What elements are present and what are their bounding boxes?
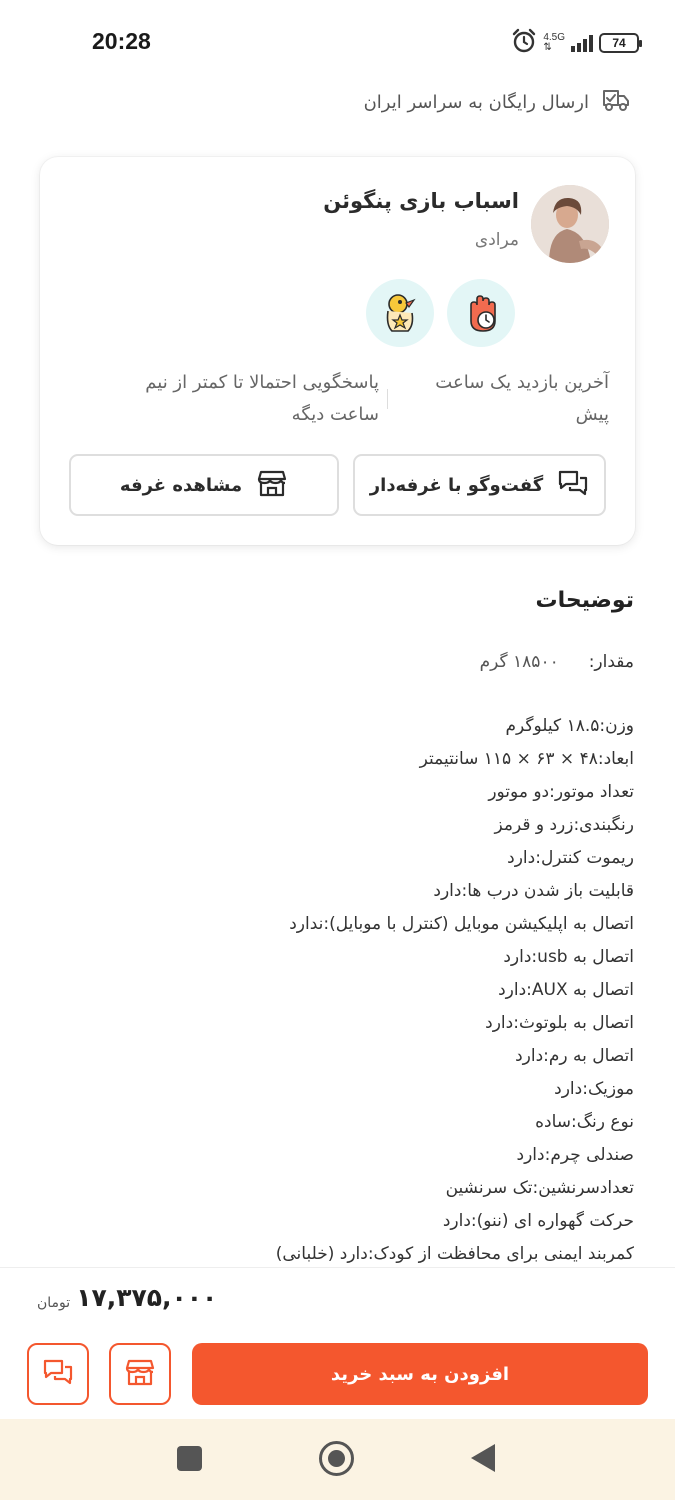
spec-line: کمربند ایمنی برای محافظت از کودک:دارد (خلبانی) (275, 1244, 634, 1264)
back-icon[interactable] (471, 1444, 495, 1472)
spec-line: موزیک:دارد (554, 1079, 634, 1099)
truck-icon (601, 86, 631, 118)
alarm-icon (511, 28, 537, 58)
status-time: 20:28 (92, 28, 151, 54)
chat-button[interactable] (27, 1343, 89, 1405)
status-icons (511, 28, 639, 58)
last-visit-info: آخرین بازدید یک ساعت پیش (435, 372, 609, 425)
view-shop-button[interactable] (69, 454, 339, 516)
spec-line: تعداد موتور:دو موتور (488, 782, 634, 802)
quantity-row (480, 652, 634, 672)
home-icon[interactable] (319, 1441, 354, 1476)
description-title: توضیحات (535, 588, 634, 613)
spec-line: نوع رنگ:ساده (535, 1112, 634, 1132)
shop-avatar[interactable] (531, 185, 609, 263)
free-shipping-text: ارسال رایگان به سراسر ایران (363, 91, 589, 113)
price (37, 1283, 217, 1312)
response-time-info: پاسخگویی احتمالا تا کمتر از نیم ساعت دیگه (145, 372, 379, 425)
price-currency: تومان (37, 1295, 71, 1311)
spec-line: رنگبندی:زرد و قرمز (494, 815, 634, 835)
spec-line: تعدادسرنشین:تک سرنشین (445, 1178, 634, 1198)
spec-line: اتصال به بلوتوث:دارد (485, 1013, 634, 1033)
shop-name[interactable]: اسباب بازی پنگوئن (323, 189, 519, 213)
spec-line: وزن:۱۸.۵ کیلوگرم (505, 716, 634, 736)
spec-line: اتصال به AUX:دارد (498, 980, 634, 1000)
add-to-cart-button[interactable]: افزودن به سبد خرید (192, 1343, 648, 1405)
info-divider (387, 389, 388, 409)
spec-line: صندلی چرم:دارد (516, 1145, 634, 1165)
price-value: ۱۷,۳۷۵,۰۰۰ (76, 1283, 218, 1312)
chat-with-seller-button[interactable] (353, 454, 606, 516)
network-indicator (543, 33, 565, 53)
spec-line: ابعاد:۴۸ × ۶۳ × ۱۱۵ سانتیمتر (419, 749, 634, 769)
spec-list (34, 710, 634, 1271)
chat-with-seller-label: گفت‌وگو با غرفه‌دار (369, 474, 544, 496)
chat-icon (42, 1357, 74, 1391)
bird-star-badge-icon[interactable] (366, 279, 434, 347)
quantity-value: ۱۸۵۰۰ گرم (479, 652, 559, 672)
battery-level: 74 (612, 36, 626, 50)
shop-owner: مرادی (474, 230, 519, 250)
spec-line: اتصال به usb:دارد (503, 947, 634, 967)
spec-line: اتصال به اپلیکیشن موبایل (کنترل با موبایل):ندارد (289, 914, 634, 934)
data-arrows-icon: ⇅ (543, 42, 552, 53)
clock-hand-badge-icon[interactable] (447, 279, 515, 347)
spec-line: حرکت گهواره ای (ننو):دارد (442, 1211, 634, 1231)
view-shop-label: مشاهده غرفه (119, 474, 243, 496)
recent-apps-icon[interactable] (177, 1446, 202, 1471)
quantity-label: مقدار: (588, 652, 634, 672)
storefront-icon (124, 1357, 156, 1391)
spec-line: قابلیت باز شدن درب ها:دارد (433, 881, 634, 901)
shop-card (40, 157, 635, 545)
spec-line: اتصال به رم:دارد (515, 1046, 634, 1066)
storefront-icon (256, 468, 288, 503)
free-shipping-notice (364, 86, 631, 118)
signal-icon (571, 34, 593, 52)
status-bar (0, 0, 675, 84)
spec-line: ریموت کنترل:دارد (507, 848, 634, 868)
system-nav-bar (0, 1419, 675, 1500)
network-type: 4.5G (543, 32, 565, 43)
shop-button[interactable] (109, 1343, 171, 1405)
chat-icon (557, 468, 589, 503)
battery-icon (599, 33, 639, 53)
